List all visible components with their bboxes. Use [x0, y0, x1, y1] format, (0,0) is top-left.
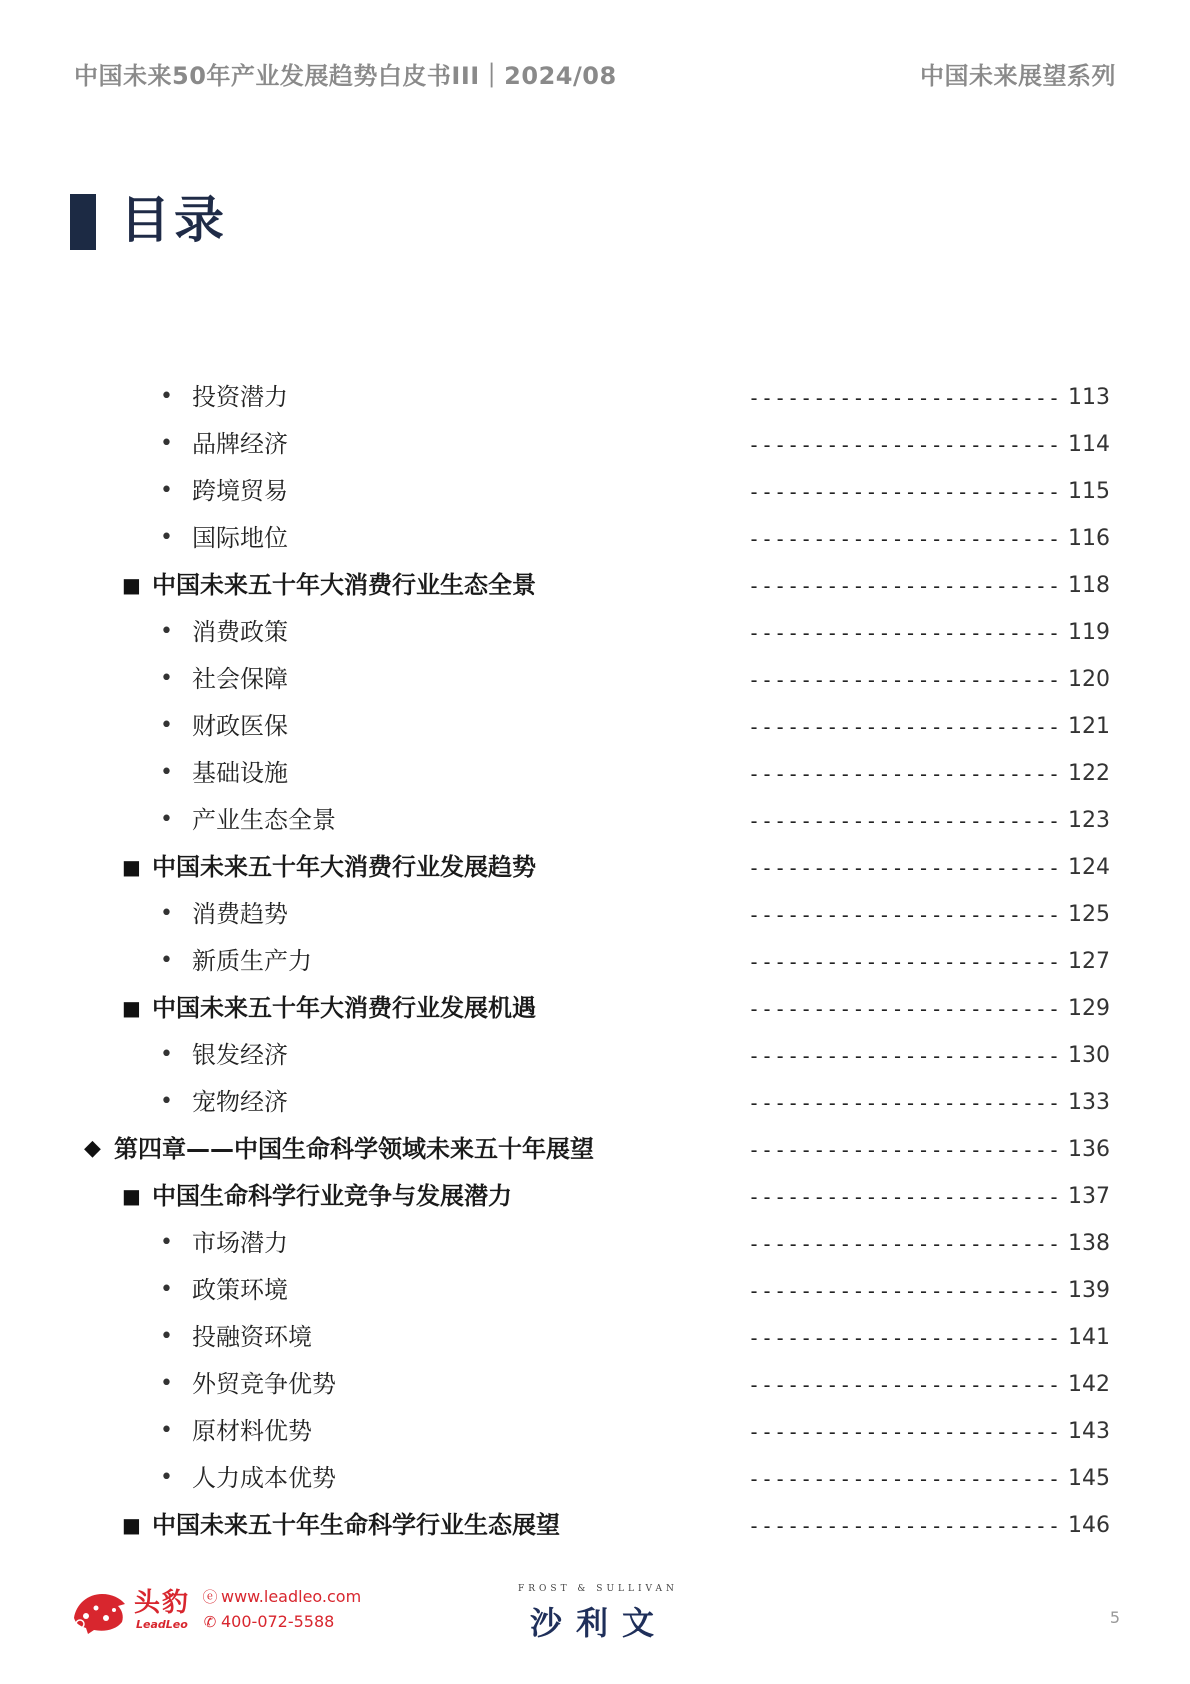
toc-leader-dashes: ------------------------	[748, 480, 1061, 504]
dot-bullet-icon: •	[160, 1230, 173, 1255]
toc-entry[interactable]	[0, 1502, 1190, 1549]
toc-page-number[interactable]: 114	[1068, 432, 1110, 457]
toc-entry-label[interactable]: 消费政策	[192, 618, 288, 646]
toc-entry-label[interactable]: 市场潜力	[192, 1229, 288, 1257]
toc-leader-dashes: ------------------------	[748, 950, 1061, 974]
dot-bullet-icon: •	[160, 807, 173, 832]
toc-entry[interactable]	[0, 374, 1190, 421]
square-bullet-icon: ■	[122, 855, 141, 879]
dot-bullet-icon: •	[160, 666, 173, 691]
toc-entry-label[interactable]: 社会保障	[192, 665, 288, 693]
toc-page-number[interactable]: 136	[1068, 1137, 1110, 1162]
toc-page-number[interactable]: 119	[1068, 620, 1110, 645]
toc-page-number[interactable]: 130	[1068, 1043, 1110, 1068]
dot-bullet-icon: •	[160, 1371, 173, 1396]
dot-bullet-icon: •	[160, 431, 173, 456]
square-bullet-icon: ■	[122, 1184, 141, 1208]
header-series-name: 中国未来展望系列	[920, 62, 1116, 90]
partner-logo-cn: 沙利文	[530, 1604, 669, 1642]
toc-leader-dashes: ------------------------	[748, 1467, 1061, 1491]
page-title: 目录	[120, 191, 228, 249]
toc-leader-dashes: ------------------------	[748, 1185, 1061, 1209]
phone-icon: ✆	[203, 1613, 217, 1631]
toc-page-number[interactable]: 143	[1068, 1419, 1110, 1444]
toc-leader-dashes: ------------------------	[748, 527, 1061, 551]
toc-leader-dashes: ------------------------	[748, 1373, 1061, 1397]
dot-bullet-icon: •	[160, 713, 173, 738]
toc-leader-dashes: ------------------------	[748, 903, 1061, 927]
toc-entry-label[interactable]: 品牌经济	[192, 430, 288, 458]
toc-entry[interactable]	[0, 421, 1190, 468]
dot-bullet-icon: •	[160, 1089, 173, 1114]
toc-page-number[interactable]: 138	[1068, 1231, 1110, 1256]
toc-leader-dashes: ------------------------	[748, 1279, 1061, 1303]
phone-number: 400-072-5588	[221, 1612, 335, 1631]
toc-entry-label[interactable]: 人力成本优势	[192, 1464, 336, 1492]
toc-leader-dashes: ------------------------	[748, 1091, 1061, 1115]
toc-entry[interactable]	[0, 844, 1190, 891]
toc-entry-label[interactable]: 中国生命科学行业竞争与发展潜力	[152, 1182, 512, 1210]
diamond-bullet-icon: ◆	[84, 1136, 101, 1161]
toc-leader-dashes: ------------------------	[748, 809, 1061, 833]
toc-entry[interactable]	[0, 1220, 1190, 1267]
toc-entry-label[interactable]: 基础设施	[192, 759, 288, 787]
toc-entry[interactable]	[0, 891, 1190, 938]
toc-entry-label[interactable]: 投资潜力	[192, 383, 288, 411]
toc-leader-dashes: ------------------------	[748, 762, 1061, 786]
toc-entry[interactable]	[0, 1408, 1190, 1455]
toc-leader-dashes: ------------------------	[748, 1138, 1061, 1162]
toc-leader-dashes: ------------------------	[748, 668, 1061, 692]
toc-entry[interactable]	[0, 985, 1190, 1032]
dot-bullet-icon: •	[160, 1465, 173, 1490]
toc-leader-dashes: ------------------------	[748, 856, 1061, 880]
dot-bullet-icon: •	[160, 1042, 173, 1067]
toc-entry[interactable]	[0, 1173, 1190, 1220]
dot-bullet-icon: •	[160, 948, 173, 973]
toc-entry-label[interactable]: 投融资环境	[192, 1323, 312, 1351]
toc-entry[interactable]	[0, 656, 1190, 703]
toc-entry[interactable]	[0, 938, 1190, 985]
toc-page-number[interactable]: 118	[1068, 573, 1110, 598]
square-bullet-icon: ■	[122, 573, 141, 597]
website-contact[interactable]	[202, 1586, 361, 1607]
toc-entry-label[interactable]: 消费趋势	[192, 900, 288, 928]
toc-leader-dashes: ------------------------	[748, 386, 1061, 410]
toc-entry-label[interactable]: 新质生产力	[192, 947, 312, 975]
toc-page-number[interactable]: 115	[1068, 479, 1110, 504]
dot-bullet-icon: •	[160, 1418, 173, 1443]
toc-leader-dashes: ------------------------	[748, 1232, 1061, 1256]
toc-entry-label[interactable]: 外贸竞争优势	[192, 1370, 336, 1398]
toc-entry[interactable]	[0, 1267, 1190, 1314]
toc-entry-label[interactable]: 国际地位	[192, 524, 288, 552]
toc-entry[interactable]	[0, 1361, 1190, 1408]
toc-entry[interactable]	[0, 515, 1190, 562]
table-of-contents	[0, 374, 1190, 1549]
toc-page-number[interactable]: 123	[1068, 808, 1110, 833]
toc-entry[interactable]	[0, 609, 1190, 656]
brand-name-en: LeadLeo	[136, 1618, 188, 1631]
toc-page-number[interactable]: 125	[1068, 902, 1110, 927]
toc-leader-dashes: ------------------------	[748, 1514, 1061, 1538]
toc-page-number[interactable]: 127	[1068, 949, 1110, 974]
toc-entry-label[interactable]: 中国未来五十年大消费行业发展机遇	[152, 994, 536, 1022]
square-bullet-icon: ■	[122, 996, 141, 1020]
toc-entry[interactable]	[0, 750, 1190, 797]
toc-entry-label[interactable]: 政策环境	[192, 1276, 288, 1304]
toc-page-number[interactable]: 139	[1068, 1278, 1110, 1303]
toc-entry[interactable]	[0, 468, 1190, 515]
dot-bullet-icon: •	[160, 760, 173, 785]
toc-page-number[interactable]: 122	[1068, 761, 1110, 786]
toc-page-number[interactable]: 137	[1068, 1184, 1110, 1209]
toc-entry[interactable]	[0, 1079, 1190, 1126]
toc-entry-label[interactable]: 财政医保	[192, 712, 288, 740]
toc-entry[interactable]	[0, 1032, 1190, 1079]
header-document-title: 中国未来50年产业发展趋势白皮书III｜2024/08	[74, 62, 617, 90]
partner-logo-en: FROST & SULLIVAN	[518, 1584, 678, 1594]
phone-contact	[202, 1612, 334, 1631]
toc-leader-dashes: ------------------------	[748, 574, 1061, 598]
toc-entry-label[interactable]: 银发经济	[192, 1041, 288, 1069]
toc-leader-dashes: ------------------------	[748, 433, 1061, 457]
toc-entry-label[interactable]: 中国未来五十年生命科学行业生态展望	[152, 1511, 560, 1539]
toc-entry-label[interactable]: 中国未来五十年大消费行业发展趋势	[152, 853, 536, 881]
toc-page-number[interactable]: 142	[1068, 1372, 1110, 1397]
toc-entry[interactable]	[0, 1126, 1190, 1173]
toc-entry-label[interactable]: 产业生态全景	[192, 806, 336, 834]
footer	[0, 1570, 1190, 1650]
toc-leader-dashes: ------------------------	[748, 997, 1061, 1021]
toc-leader-dashes: ------------------------	[748, 621, 1061, 645]
toc-leader-dashes: ------------------------	[748, 1044, 1061, 1068]
toc-page-number[interactable]: 120	[1068, 667, 1110, 692]
toc-page-number[interactable]: 121	[1068, 714, 1110, 739]
dot-bullet-icon: •	[160, 384, 173, 409]
toc-page-number[interactable]: 113	[1068, 385, 1110, 410]
website-link[interactable]: www.leadleo.com	[221, 1587, 362, 1606]
toc-page-number[interactable]: 146	[1068, 1513, 1110, 1538]
toc-page-number[interactable]: 124	[1068, 855, 1110, 880]
toc-page-number[interactable]: 141	[1068, 1325, 1110, 1350]
dot-bullet-icon: •	[160, 525, 173, 550]
toc-entry-label[interactable]: 跨境贸易	[192, 477, 288, 505]
toc-page-number[interactable]: 145	[1068, 1466, 1110, 1491]
dot-bullet-icon: •	[160, 478, 173, 503]
web-e-icon: ⓔ	[202, 1588, 218, 1606]
toc-page-number[interactable]: 133	[1068, 1090, 1110, 1115]
toc-entry[interactable]	[0, 1455, 1190, 1502]
dot-bullet-icon: •	[160, 901, 173, 926]
toc-entry[interactable]	[0, 797, 1190, 844]
toc-entry[interactable]	[0, 562, 1190, 609]
toc-entry[interactable]	[0, 703, 1190, 750]
toc-entry[interactable]	[0, 1314, 1190, 1361]
toc-entry-label[interactable]: 第四章——中国生命科学领域未来五十年展望	[114, 1135, 594, 1163]
toc-leader-dashes: ------------------------	[748, 1326, 1061, 1350]
brand-name-cn: 头豹	[134, 1588, 191, 1618]
toc-entry-label[interactable]: 原材料优势	[192, 1417, 312, 1445]
dot-bullet-icon: •	[160, 1277, 173, 1302]
square-bullet-icon: ■	[122, 1513, 141, 1537]
dot-bullet-icon: •	[160, 619, 173, 644]
toc-page-number[interactable]: 129	[1068, 996, 1110, 1021]
toc-entry-label[interactable]: 中国未来五十年大消费行业生态全景	[152, 571, 536, 599]
toc-leader-dashes: ------------------------	[748, 1420, 1061, 1444]
title-accent-bar	[70, 194, 96, 250]
dot-bullet-icon: •	[160, 1324, 173, 1349]
leopard-logo-icon	[70, 1588, 128, 1634]
toc-page-number[interactable]: 116	[1068, 526, 1110, 551]
toc-entry-label[interactable]: 宠物经济	[192, 1088, 288, 1116]
page-number: 5	[1109, 1608, 1120, 1627]
toc-leader-dashes: ------------------------	[748, 715, 1061, 739]
